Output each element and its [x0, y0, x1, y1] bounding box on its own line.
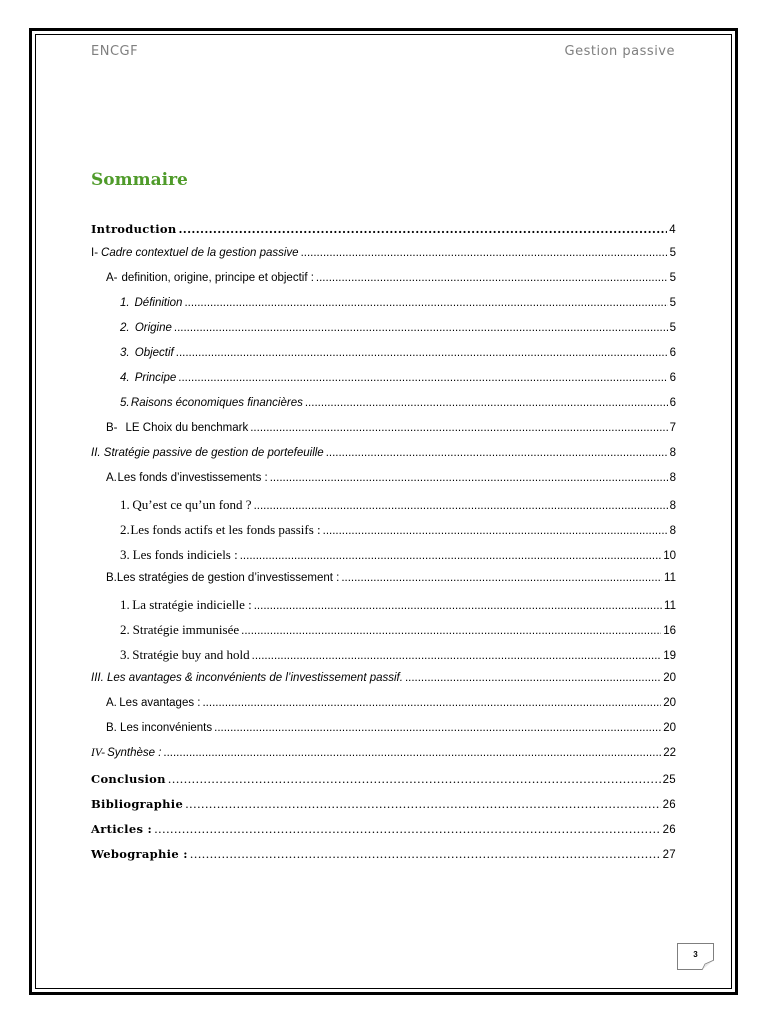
toc-leader — [202, 697, 661, 709]
toc-entry-fonds-investissements[interactable] — [106, 472, 676, 484]
toc-number: 2. — [120, 622, 130, 637]
toc-label: Articles : — [91, 822, 153, 836]
toc-number: 4. — [120, 372, 130, 384]
toc-label: Les stratégies de gestion d’investissement : — [116, 572, 340, 584]
toc-page: 11 — [664, 572, 676, 584]
toc-entry-fonds-actifs-passifs[interactable] — [120, 522, 676, 538]
toc-entry-strategie-passive[interactable] — [91, 447, 676, 459]
toc-page: 20 — [663, 722, 676, 734]
toc-leader — [240, 550, 661, 562]
toc-number: A. — [106, 472, 117, 484]
toc-entry-strategies-gestion[interactable] — [106, 572, 676, 584]
toc-entry-origine[interactable] — [120, 322, 676, 334]
toc-page: 25 — [662, 774, 676, 786]
toc-entry-strategie-indicielle[interactable] — [120, 597, 676, 613]
toc-label: B. Les inconvénients — [106, 722, 213, 734]
page-number: 3 — [693, 950, 698, 959]
toc-label: LE Choix du benchmark — [125, 422, 249, 434]
toc-number: 1. — [120, 597, 130, 612]
toc-leader — [184, 297, 667, 309]
toc-number: B. — [106, 572, 117, 584]
toc-label: Les fonds actifs et les fonds passifs : — [130, 522, 321, 537]
toc-leader — [405, 672, 661, 684]
toc-page: 5 — [669, 272, 676, 284]
toc-entry-bibliographie[interactable] — [91, 797, 676, 811]
toc-entry-inconvenients[interactable] — [106, 722, 676, 734]
toc-page: 5 — [669, 247, 676, 259]
toc-leader — [168, 772, 661, 786]
toc-entry-principe[interactable] — [120, 372, 676, 384]
toc-page: 4 — [669, 224, 676, 236]
toc-number: 5. — [120, 397, 130, 409]
toc-number: A. — [106, 697, 117, 709]
toc-leader — [178, 372, 667, 384]
toc-leader — [323, 525, 668, 537]
toc-label: Principe — [134, 372, 177, 384]
toc-leader — [305, 397, 668, 409]
toc-label: Bibliographie — [91, 797, 184, 811]
toc-page: 8 — [669, 500, 676, 512]
toc-label: Les fonds indiciels : — [132, 547, 238, 562]
toc-leader — [214, 722, 661, 734]
toc-entry-objectif[interactable] — [120, 347, 676, 359]
toc-number: 2. — [120, 522, 130, 537]
toc-label: Cadre contextuel de la gestion passive — [101, 247, 299, 259]
toc-leader — [270, 472, 668, 484]
toc-entry-quest-ce-fond[interactable] — [120, 497, 676, 513]
toc-number: I- — [91, 247, 99, 259]
toc-label: Stratégie buy and hold — [132, 647, 250, 662]
toc-label: Qu’est ce qu’un fond ? — [132, 497, 252, 512]
toc-label: Définition — [134, 297, 183, 309]
toc-label: Objectif — [134, 347, 174, 359]
toc-number: 3. — [120, 647, 130, 662]
toc-number: 1. — [120, 497, 130, 512]
toc-page: 10 — [663, 550, 676, 562]
toc-leader — [154, 822, 661, 836]
toc-leader — [185, 797, 661, 811]
toc-number: 3. — [120, 347, 130, 359]
toc-leader — [252, 650, 662, 662]
toc-entry-strategie-immunisee[interactable] — [120, 622, 676, 638]
toc-label: Stratégie immunisée — [132, 622, 240, 637]
toc-entry-conclusion[interactable] — [91, 772, 676, 786]
toc-label: Webographie : — [91, 847, 188, 861]
toc-label: Origine — [134, 322, 172, 334]
toc-leader — [179, 222, 668, 236]
toc-number: 2. — [120, 322, 130, 334]
toc-label: La stratégie indicielle : — [132, 597, 252, 612]
toc-label: Les fonds d’investissements : — [117, 472, 268, 484]
toc-page: 6 — [669, 347, 676, 359]
toc-page: 27 — [662, 849, 676, 861]
toc-page: 8 — [669, 472, 676, 484]
toc-leader — [326, 447, 668, 459]
toc-leader — [301, 247, 668, 259]
toc-label: definition, origine, principe et objectif : — [121, 272, 314, 284]
page-curl-icon — [702, 960, 714, 970]
page-number-badge — [677, 943, 714, 970]
toc-entry-articles[interactable] — [91, 822, 676, 836]
toc-entry-definition[interactable] — [120, 297, 676, 309]
toc-entry-choix-benchmark[interactable] — [106, 422, 676, 434]
toc-page: 22 — [663, 747, 676, 759]
toc-label: Synthèse : — [107, 747, 162, 759]
toc-entry-webographie[interactable] — [91, 847, 676, 861]
toc-page: 20 — [663, 697, 676, 709]
toc-page: 26 — [662, 799, 676, 811]
toc-leader — [190, 847, 661, 861]
toc-number: B- — [106, 422, 118, 434]
toc-entry-avantages-inconvenients[interactable] — [91, 672, 676, 684]
toc-entry-fonds-indiciels[interactable] — [120, 547, 676, 563]
toc-page: 11 — [664, 600, 676, 612]
toc-label: Introduction — [91, 222, 177, 236]
toc-label: Conclusion — [91, 772, 166, 786]
toc-number: 3. — [120, 547, 130, 562]
toc-label: Raisons économiques financières — [130, 397, 303, 409]
toc-label: II. Stratégie passive de gestion de portefeuille — [91, 447, 324, 459]
toc-page: 8 — [669, 447, 676, 459]
toc-page: 8 — [669, 525, 676, 537]
toc-page: 20 — [663, 672, 676, 684]
toc-entry-definition-origine[interactable] — [106, 272, 676, 284]
toc-number: 1. — [120, 297, 130, 309]
toc-entry-cadre-contextuel[interactable] — [91, 247, 676, 259]
toc-leader — [174, 322, 668, 334]
toc-entry-strategie-buy-hold[interactable] — [120, 647, 676, 663]
toc-leader — [176, 347, 668, 359]
toc-leader — [254, 500, 668, 512]
toc-entry-synthese[interactable] — [91, 747, 676, 759]
toc-leader — [316, 272, 668, 284]
toc-page: 5 — [669, 322, 676, 334]
toc-page: 7 — [669, 422, 676, 434]
toc-page: 6 — [669, 372, 676, 384]
toc-label: Les avantages : — [119, 697, 201, 709]
toc-entry-raisons-economiques[interactable] — [120, 397, 676, 409]
toc-page: 5 — [669, 297, 676, 309]
toc-leader — [254, 600, 662, 612]
toc-leader — [341, 572, 662, 584]
toc-entry-avantages[interactable] — [106, 697, 676, 709]
toc-leader — [241, 625, 661, 637]
toc-number: IV- — [91, 747, 106, 759]
toc-leader — [250, 422, 667, 434]
toc-label: III. Les avantages & inconvénients de l’investissement passif. — [91, 672, 403, 684]
toc-number: A- — [106, 272, 118, 284]
toc-page: 19 — [663, 650, 676, 662]
toc-page: 6 — [669, 397, 676, 409]
toc-leader — [163, 747, 661, 759]
page-title: Sommaire — [91, 170, 188, 190]
header-left: ENCGF — [91, 44, 139, 59]
toc-entry-introduction[interactable] — [91, 222, 676, 236]
toc-page: 26 — [662, 824, 676, 836]
header-right: Gestion passive — [564, 44, 675, 59]
toc-page: 16 — [663, 625, 676, 637]
